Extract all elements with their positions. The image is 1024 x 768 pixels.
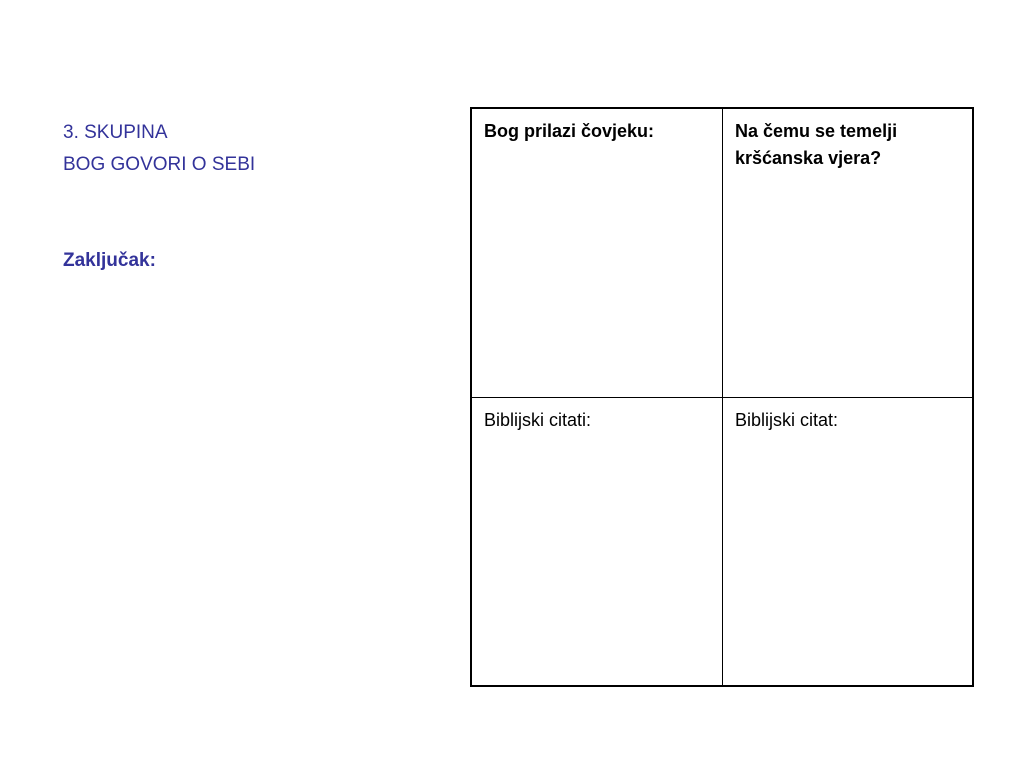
worksheet-table (470, 107, 974, 687)
cell-temelj-vjere-line2: kršćanska vjera? (735, 148, 882, 168)
group-topic: BOG GOVORI O SEBI (63, 154, 256, 175)
cell-temelj-vjere[interactable] (723, 109, 972, 398)
cell-temelj-vjere-line1: Na čemu se temelji (735, 121, 898, 141)
cell-biblijski-citat[interactable] (723, 398, 972, 685)
conclusion-label: Zaključak: (63, 250, 156, 271)
cell-biblijski-citat-label: Biblijski citat: (735, 410, 839, 430)
cell-biblijski-citati-label: Biblijski citati: (484, 410, 592, 430)
cell-bog-prilazi-label: Bog prilazi čovjeku: (484, 121, 655, 141)
group-heading (63, 117, 255, 181)
cell-biblijski-citati[interactable] (472, 398, 723, 685)
cell-bog-prilazi[interactable] (472, 109, 723, 398)
group-number-label: 3. SKUPINA (63, 122, 168, 143)
